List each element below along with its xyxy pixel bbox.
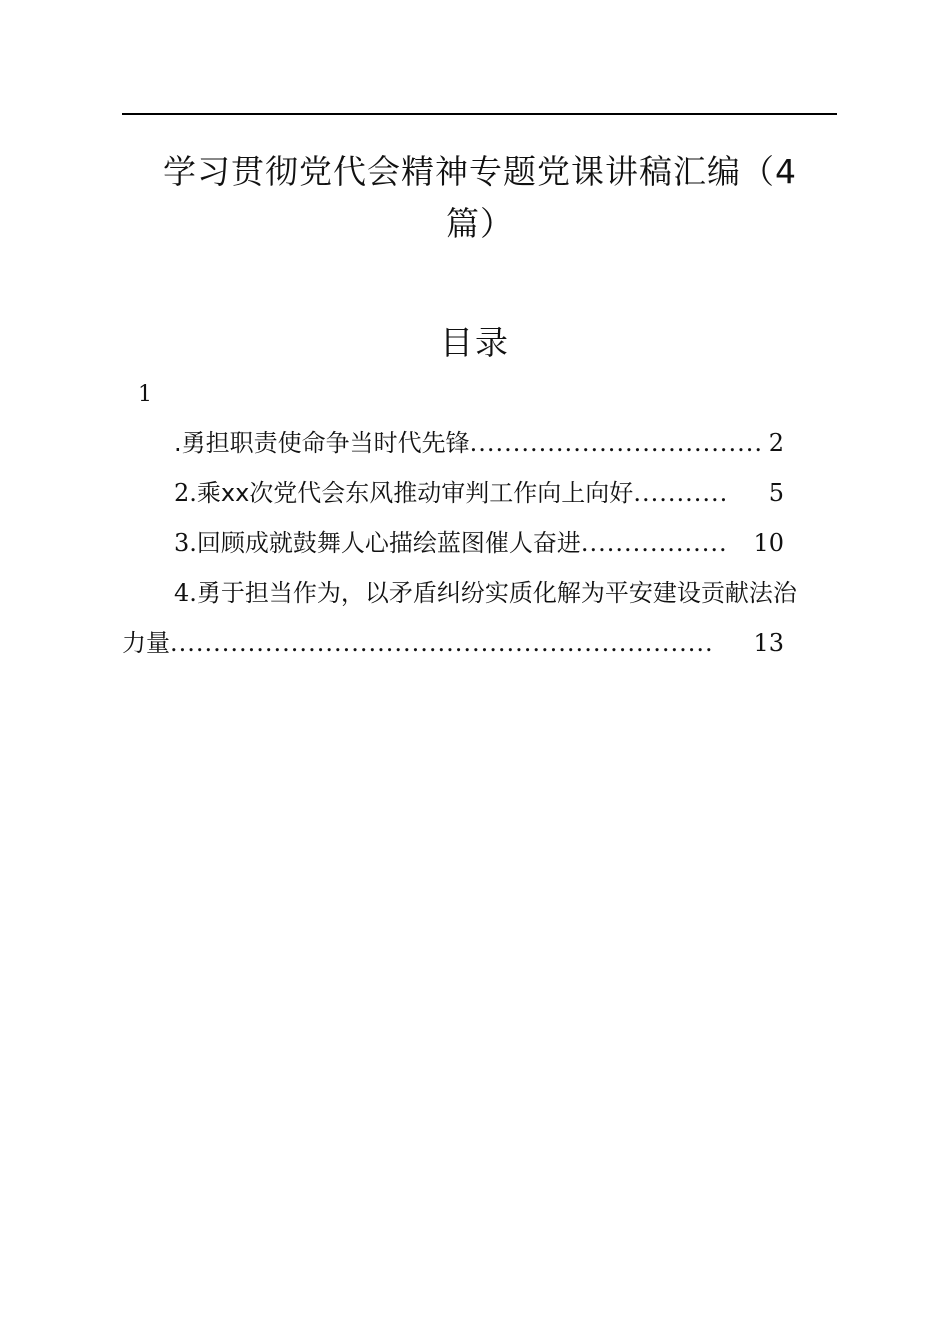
list-marker: 1 <box>138 382 152 407</box>
toc-entry-title: 乘xx次党代会东风推动审判工作向上向好 <box>196 479 634 507</box>
toc-heading: 目录 <box>440 323 510 362</box>
toc-entry-number: 2. <box>174 479 197 507</box>
toc-leader-dots: ........... <box>633 479 729 507</box>
toc-leader-dots: ................. <box>580 529 728 557</box>
toc-entry-4-continuation[interactable] <box>122 626 784 660</box>
toc-entry-title: 回顾成就鼓舞人心描绘蓝图催人奋进 <box>196 529 581 557</box>
toc-entry-number: 3. <box>174 529 197 557</box>
toc-entry-title: 勇于担当作为，以矛盾纠纷实质化解为平安建设贡献法治 <box>196 579 797 607</box>
toc-entry-4[interactable] <box>174 576 839 610</box>
toc-entry-1[interactable] <box>174 426 784 460</box>
header-rule <box>122 113 837 115</box>
toc-entry-title-continuation: 力量 <box>122 629 170 657</box>
toc-page-number: 5 <box>768 479 784 507</box>
toc-page-number: 10 <box>753 529 784 557</box>
toc-page-number: 13 <box>753 629 784 657</box>
toc-entry-title: .勇担职责使命争当时代先锋 <box>174 429 470 457</box>
toc-entry-2[interactable] <box>174 476 784 510</box>
document-title: 学习贯彻党代会精神专题党课讲稿汇编（4篇） <box>163 152 797 243</box>
toc-page-number: 2 <box>768 429 784 457</box>
toc-entry-3[interactable] <box>174 526 784 560</box>
toc-leader-dots: .................................. <box>469 429 764 457</box>
toc-leader-dots: ............................................................... <box>170 629 714 657</box>
toc-entry-number: 4. <box>174 579 197 607</box>
